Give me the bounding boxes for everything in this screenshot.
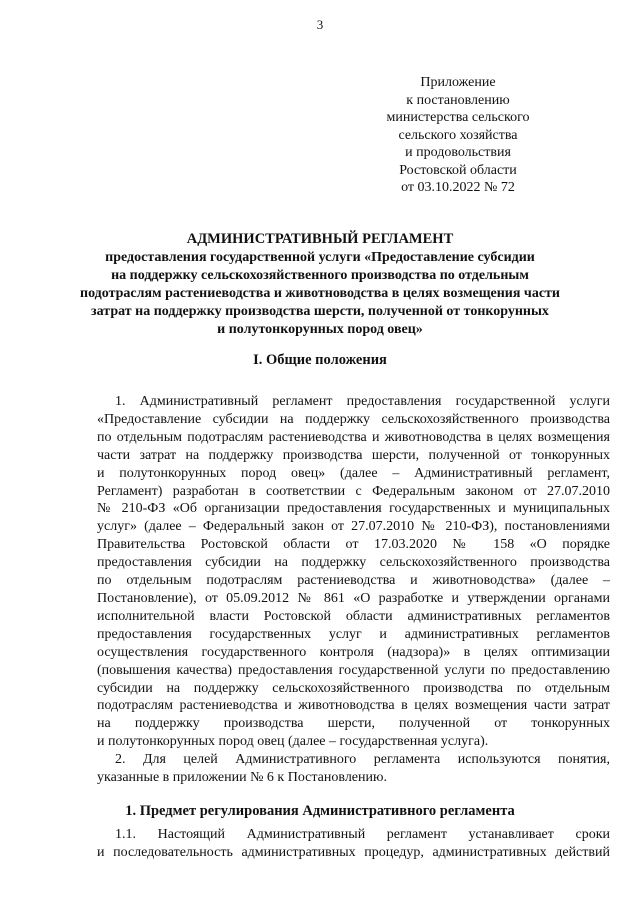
subtitle-line: затрат на поддержку производства шерсти, полученной от тонкорунных [91, 304, 549, 319]
text-line: по отдельным подотраслям растениеводства и животноводства в целях возмещения [97, 429, 610, 445]
text-line: и последовательность административных процедур, административных действий [97, 844, 610, 860]
appendix-header [358, 74, 558, 197]
text-line: 1.1. Настоящий Административный регламент устанавливает сроки [115, 827, 610, 842]
appendix-line: и продовольствия [405, 145, 511, 160]
text-line: Постановление), от 05.09.2012 № 861 «О разработке и утверждении органами [97, 590, 610, 606]
text-line: и полутонкорунных пород овец (далее – государственная услуга). [97, 734, 489, 750]
text-line: услуг» (далее – Федеральный закон от 27.07.2010 № 210-ФЗ), постановлениями [97, 519, 610, 535]
text-line: № 210-ФЗ «Об организации предоставления государственных и муниципальных [97, 501, 610, 517]
document-title: АДМИНИСТРАТИВНЫЙ РЕГЛАМЕНТ [186, 231, 454, 247]
text-line: предоставления государственных услуг и административных регламентов [97, 626, 610, 642]
text-line: указанные в приложении № 6 к Постановлению. [97, 769, 387, 785]
appendix-line: министерства сельского [386, 110, 530, 125]
text-line: осуществления государственного контроля (надзора)» в целях оптимизации [97, 644, 610, 660]
appendix-line: к постановлению [406, 92, 510, 108]
paragraph-2 [97, 751, 610, 787]
text-line: на поддержку производства шерсти, полученной от тонкорунных [97, 716, 610, 732]
subtitle-line: на поддержку сельскохозяйственного производства по отдельным [111, 268, 529, 283]
page-number: 3 [316, 17, 324, 32]
text-line: (повышения качества) предоставления государственной услуги по предоставлению [97, 662, 610, 678]
appendix-line: Приложение [420, 75, 496, 90]
text-line: 2. Для целей Административного регламента используются понятия, [115, 752, 610, 767]
paragraph-3 [97, 826, 610, 862]
text-line: Правительства Ростовской области от 17.03.2020 № 158 «О порядке [97, 537, 610, 553]
subtitle-line: и полутонкорунных пород овец» [217, 322, 423, 337]
text-line: «Предоставление субсидии на поддержку сельскохозяйственного производства [97, 411, 610, 427]
text-line: субсидии на поддержку сельскохозяйственного производства по отдельным [97, 680, 610, 696]
subtitle-line: подотраслям растениеводства и животноводства в целях возмещения части [80, 286, 560, 301]
text-line: исполнительной власти Ростовской области административных регламентов [97, 608, 610, 624]
text-line: подотраслям растениеводства и животноводства в целях возмещения части затрат [97, 698, 610, 714]
paragraph-1 [97, 393, 610, 751]
text-line: предоставления субсидии на поддержку сельскохозяйственного производства [97, 555, 610, 571]
text-line: по отдельным подотраслям растениеводства и животноводства» (далее – [97, 573, 610, 589]
subtitle-line: предоставления государственной услуги «Предоставление субсидии [105, 250, 535, 265]
text-line: и полутонкорунных пород овец» (далее – Административный регламент, [97, 465, 610, 481]
section-heading-subject: 1. Предмет регулирования Административного регламента [125, 803, 515, 819]
document-subtitle [60, 249, 580, 339]
appendix-line: Ростовской области [399, 162, 517, 178]
section-heading-general: I. Общие положения [253, 352, 387, 368]
appendix-line: от 03.10.2022 № 72 [401, 180, 515, 195]
appendix-line: сельского хозяйства [398, 127, 518, 143]
text-line: 1. Административный регламент предоставления государственной услуги [115, 394, 610, 409]
text-line: части затрат на поддержку производства шерсти, полученной от тонкорунных [97, 447, 610, 463]
text-line: Регламент) разработан в соответствии с Федеральным законом от 27.07.2010 [97, 483, 610, 499]
